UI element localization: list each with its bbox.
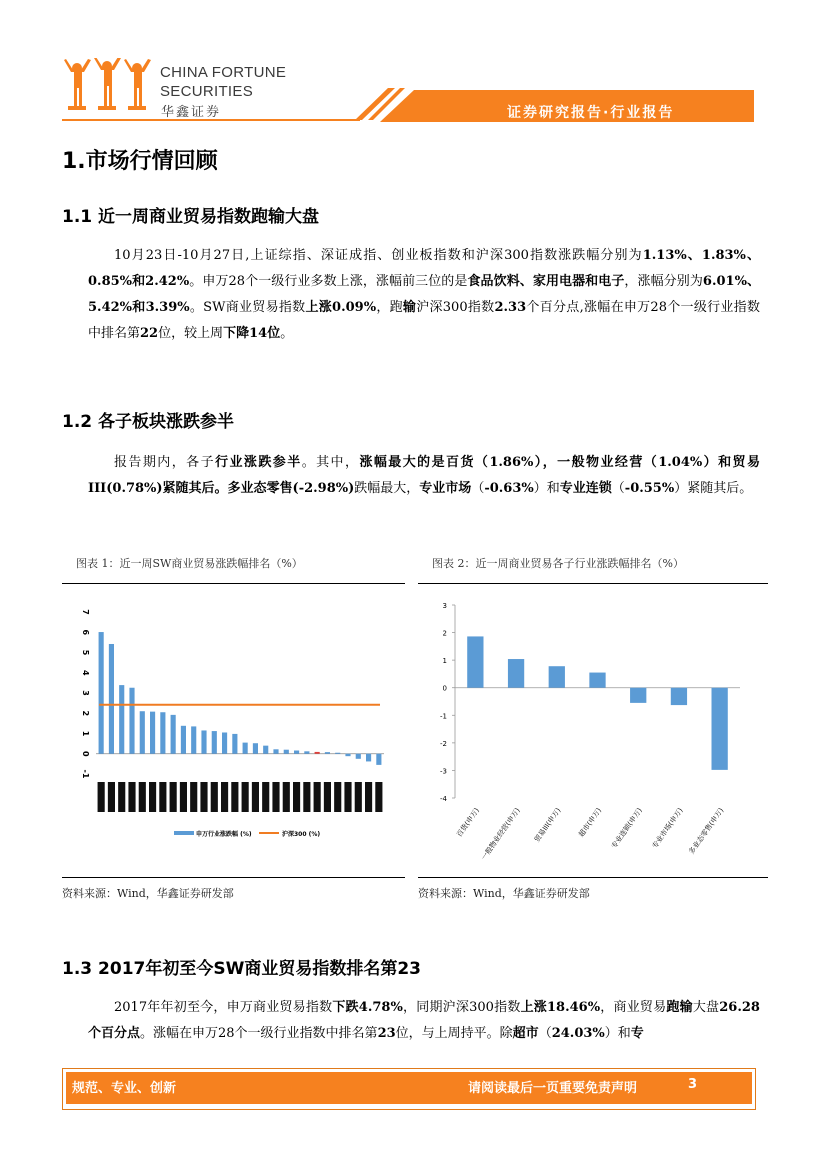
body-text: 大盘: [692, 1000, 720, 1015]
category-label-glyph: [159, 782, 166, 812]
y-tick-label: 3: [442, 602, 447, 610]
emphasis-text: 行业涨跌参半: [215, 455, 302, 470]
figure-1-bottom-rule: [62, 877, 405, 878]
emphasis-text: 1.13%、1.83%、0.85%和2.42%: [88, 248, 760, 289]
bar: [191, 726, 196, 753]
emphasis-text: 超市: [512, 1026, 539, 1041]
paragraph-1-1: [88, 243, 760, 347]
bar: [712, 688, 728, 770]
category-label-glyph: [149, 782, 156, 812]
category-label-glyph: [283, 782, 290, 812]
bar: [294, 751, 299, 754]
y-tick-label: 7: [81, 609, 90, 615]
body-text: 。其中，: [301, 455, 360, 470]
body-text: 。: [280, 326, 294, 341]
emphasis-text: 专业连锁: [559, 481, 612, 496]
bar: [376, 754, 381, 765]
emphasis-text: 6.01%、5.42%和3.39%: [88, 274, 760, 315]
category-label-glyph: [98, 782, 105, 812]
bar: [549, 666, 565, 688]
figure-1-caption: 图表 1：近一周SW商业贸易涨跌幅排名（%）: [76, 557, 303, 570]
body-text: ，同期沪深300指数: [402, 1000, 521, 1015]
header-banner: [0, 85, 827, 125]
category-label-glyph: [128, 782, 135, 812]
emphasis-text: -0.55%: [624, 481, 675, 496]
bar: [181, 726, 186, 754]
emphasis-text: 23: [377, 1026, 396, 1041]
subsection-title-1-2: 1.2 各子板块涨跌参半: [62, 412, 235, 432]
emphasis-text: 输: [402, 300, 417, 315]
bar: [508, 659, 524, 688]
body-text: 10月23日-10月27日,上证综指、深证成指、创业板指数和沪深300指数涨跌幅分别为: [114, 248, 643, 263]
category-label-glyph: [344, 782, 351, 812]
body-text: 2017年年初至今，申万商业贸易指数: [114, 1000, 333, 1015]
body-text: ）和: [604, 1026, 631, 1041]
category-label: 多业态零售(申万): [687, 806, 726, 856]
section-title: 1.市场行情回顾: [62, 149, 218, 174]
emphasis-text: 专: [630, 1026, 644, 1041]
brand-name-cn: 华鑫证券: [161, 105, 222, 120]
bar: [222, 732, 227, 753]
bar: [253, 743, 258, 754]
body-text: 个百分点,涨幅在申万28个一级行业指数中排名第: [88, 300, 760, 341]
category-label: 贸易III(申万): [533, 806, 563, 844]
emphasis-text: 下跌4.78%: [332, 1000, 403, 1015]
bar: [129, 688, 134, 754]
bar: [201, 730, 206, 753]
emphasis-text: 下降14位: [223, 326, 281, 341]
bar: [119, 685, 124, 754]
bar: [356, 754, 361, 759]
figure-1-chart: [62, 590, 405, 860]
category-label: 超市(申万): [577, 806, 604, 839]
category-label-glyph: [355, 782, 362, 812]
bar: [630, 688, 646, 703]
category-label-glyph: [365, 782, 372, 812]
category-label-glyph: [272, 782, 279, 812]
figure-2-top-rule: [418, 583, 768, 584]
bar: [366, 754, 371, 762]
bar: [589, 673, 605, 688]
bar: [284, 750, 289, 754]
category-label-glyph: [262, 782, 269, 812]
figure-2-chart: [418, 590, 768, 872]
emphasis-text: 专业市场: [419, 481, 472, 496]
y-tick-label: 2: [81, 710, 90, 717]
bar: [467, 636, 483, 687]
bar: [171, 715, 176, 754]
y-tick-label: 1: [442, 657, 447, 666]
category-label-glyph: [375, 782, 382, 812]
bar: [140, 711, 145, 754]
paragraph-1-3: [88, 995, 760, 1047]
y-tick-label: -1: [81, 769, 90, 779]
bar: [99, 632, 104, 754]
category-label-glyph: [200, 782, 207, 812]
bar: [232, 734, 237, 754]
bar: [325, 752, 330, 754]
body-text: ，跑: [376, 300, 403, 315]
bar: [150, 712, 155, 754]
bar: [273, 749, 278, 753]
body-text: ）紧随其后。: [674, 481, 753, 496]
body-text: 跌幅最大，: [354, 481, 420, 496]
emphasis-text: 26.28个百分点: [88, 1000, 760, 1041]
body-text: 报告期内，各子: [114, 455, 216, 470]
y-tick-label: 2: [442, 629, 447, 638]
y-tick-label: 4: [81, 669, 90, 676]
body-text: 。申万28个一级行业多数上涨，涨幅前三位的是: [189, 274, 468, 289]
footer-slogan: 规范、专业、创新: [72, 1081, 177, 1096]
body-text: 位，较上周: [158, 326, 224, 341]
y-tick-label: 6: [81, 629, 90, 636]
body-text: ）和: [533, 481, 560, 496]
category-label-glyph: [293, 782, 300, 812]
category-label-glyph: [118, 782, 125, 812]
bar: [243, 743, 248, 754]
category-label-glyph: [170, 782, 177, 812]
category-label: 百货(申万): [455, 806, 481, 839]
emphasis-text: 24.03%: [551, 1026, 605, 1041]
emphasis-text: 涨幅最大的是百货（1.86%），一般物业经营（1.04%）和贸易III(0.78%)紧随其后。多业态零售(-2.98%): [88, 455, 760, 496]
category-label-glyph: [242, 782, 249, 812]
report-type-label: 证券研究报告·行业报告: [507, 105, 675, 121]
figure-1-top-rule: [62, 583, 405, 584]
bar: [345, 754, 350, 756]
body-text: （: [471, 481, 485, 496]
y-tick-label: 1: [81, 730, 90, 737]
category-label-glyph: [231, 782, 238, 812]
page-number: 3: [688, 1077, 698, 1092]
emphasis-text: 2.33: [494, 300, 527, 315]
emphasis-text: 上涨0.09%: [305, 300, 377, 315]
paragraph-1-2: [88, 450, 760, 502]
y-tick-label: 0: [442, 684, 447, 693]
bar: [304, 751, 309, 753]
category-label: 专业连锁(申万): [610, 806, 644, 851]
bar: [109, 644, 114, 754]
bar: [263, 746, 268, 754]
subsection-title-1-3: 1.3 2017年初至今SW商业贸易指数排名第23: [62, 959, 421, 979]
bar: [671, 688, 687, 705]
category-label-glyph: [334, 782, 341, 812]
figure-2-source: 资料来源：Wind，华鑫证券研发部: [418, 887, 590, 900]
y-tick-label: -4: [440, 795, 447, 803]
brand-line-1: CHINA FORTUNE: [160, 64, 287, 81]
bar: [335, 753, 340, 754]
emphasis-text: -0.63%: [484, 481, 534, 496]
body-text: ，商业贸易: [600, 1000, 667, 1015]
body-text: （: [538, 1026, 552, 1041]
category-label-glyph: [324, 782, 331, 812]
category-label-glyph: [303, 782, 310, 812]
body-text: 位，与上周持平。除: [395, 1026, 513, 1041]
category-label-glyph: [108, 782, 115, 812]
category-label-glyph: [252, 782, 259, 812]
bar: [315, 752, 320, 754]
category-label-glyph: [190, 782, 197, 812]
body-text: 。SW商业贸易指数: [189, 300, 306, 315]
body-text: ，涨幅分别为: [624, 274, 703, 289]
emphasis-text: 跑输: [666, 1000, 693, 1015]
category-label-glyph: [221, 782, 228, 812]
emphasis-text: 上涨18.46%: [520, 1000, 601, 1015]
figure-1-source: 资料来源：Wind，华鑫证券研发部: [62, 887, 234, 900]
subsection-title-1-1: 1.1 近一周商业贸易指数跑输大盘: [62, 207, 320, 227]
category-label-glyph: [139, 782, 146, 812]
category-label-glyph: [211, 782, 218, 812]
category-label: 专业市场(申万): [650, 806, 685, 851]
y-tick-label: 0: [81, 750, 90, 757]
y-tick-label: -2: [440, 739, 447, 748]
body-text: （: [611, 481, 625, 496]
y-tick-label: -1: [440, 712, 447, 721]
emphasis-text: 食品饮料、家用电器和电子: [467, 274, 625, 289]
legend-label-benchmark: 沪深300 (%): [282, 831, 321, 838]
y-tick-label: 3: [81, 690, 90, 696]
body-text: 沪深300指数: [416, 300, 495, 315]
footer-disclaimer-link[interactable]: 请阅读最后一页重要免责声明: [468, 1081, 638, 1096]
bar: [160, 712, 165, 754]
y-tick-label: -3: [440, 767, 447, 776]
category-label: 一般物业经营(申万): [479, 806, 522, 862]
category-label-glyph: [314, 782, 321, 812]
brand-line-2: SECURITIES: [160, 83, 254, 100]
emphasis-text: 22: [140, 326, 159, 341]
legend-label-industry: 申万行业涨跌幅 (%): [196, 831, 252, 838]
category-label-glyph: [180, 782, 187, 812]
figure-2-caption: 图表 2：近一周商业贸易各子行业涨跌幅排名（%）: [432, 557, 684, 570]
y-tick-label: 5: [81, 649, 90, 656]
figure-2-bottom-rule: [418, 877, 768, 878]
bar: [212, 731, 217, 754]
body-text: 。涨幅在申万28个一级行业指数中排名第: [140, 1026, 378, 1041]
